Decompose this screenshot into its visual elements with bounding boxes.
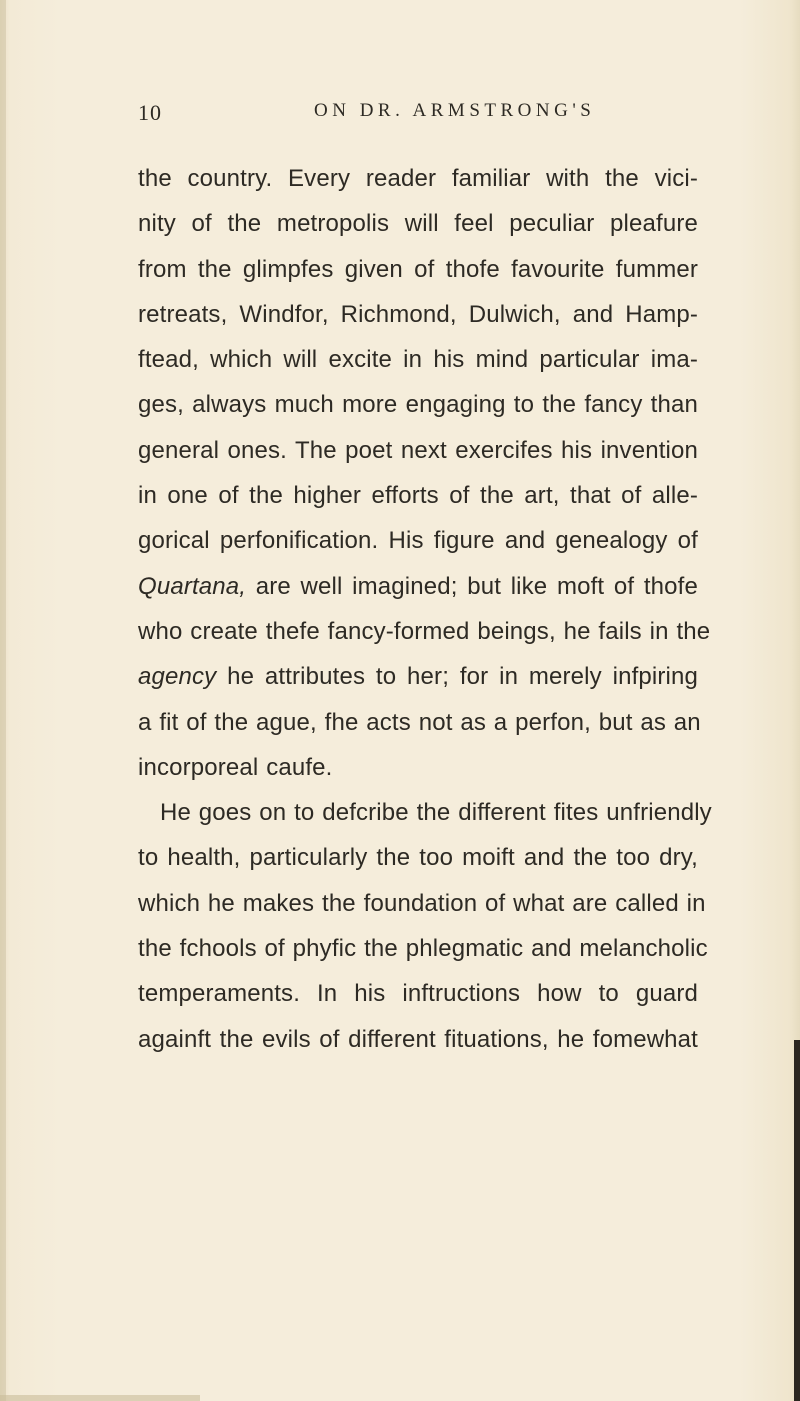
text-line: gorical perfonification. His figure and genealogy of: [138, 527, 698, 555]
italic-term: agency: [138, 663, 217, 691]
text-line: retreats, Windfor, Richmond, Dulwich, and Hamp-: [138, 300, 698, 328]
body-text: [138, 156, 712, 1062]
page-header: [138, 100, 670, 140]
text-line: who create thefe fancy-formed beings, he fails in the: [138, 617, 711, 645]
text-line: the country. Every reader familiar with the vici-: [138, 165, 698, 192]
text-line: ftead, which will excite in his mind particular ima-: [138, 346, 698, 374]
italic-term: Quartana,: [138, 572, 247, 600]
text-line: incorporeal caufe.: [138, 753, 333, 781]
text-line: the fchools of phyfic the phlegmatic and melancholic: [138, 935, 708, 963]
text-line: to health, particularly the too moift and the too dry,: [138, 844, 698, 872]
text-line: which he makes the foundation of what are called in: [138, 889, 706, 917]
text-line: from the glimpfes given of thofe favourite fummer: [138, 255, 698, 283]
page-left-edge: [0, 0, 6, 1401]
page-right-edge: [794, 1040, 800, 1401]
text-line: temperaments. In his inftructions how to guard: [138, 980, 698, 1008]
text-line: Quartana, are well imagined; but like moft of thofe: [138, 572, 698, 600]
text-line: in one of the higher efforts of the art, that of alle-: [138, 482, 698, 510]
text-line: againft the evils of different fituations, he fomewhat: [138, 1025, 698, 1053]
text-line: ges, always much more engaging to the fancy than: [138, 391, 698, 419]
text-line: nity of the metropolis will feel peculiar pleafure: [138, 210, 698, 238]
page-number: 10: [138, 100, 162, 125]
page-bottom-edge: [0, 1395, 200, 1401]
text-line: agency he attributes to her; for in merely infpiring: [138, 663, 698, 691]
text-line: general ones. The poet next exercifes his invention: [138, 436, 698, 464]
running-head: ON DR. ARMSTRONG'S: [314, 100, 596, 121]
text-line: He goes on to defcribe the different fites unfriendly: [160, 799, 712, 827]
text-line: a fit of the ague, fhe acts not as a perfon, but as an: [138, 708, 701, 736]
